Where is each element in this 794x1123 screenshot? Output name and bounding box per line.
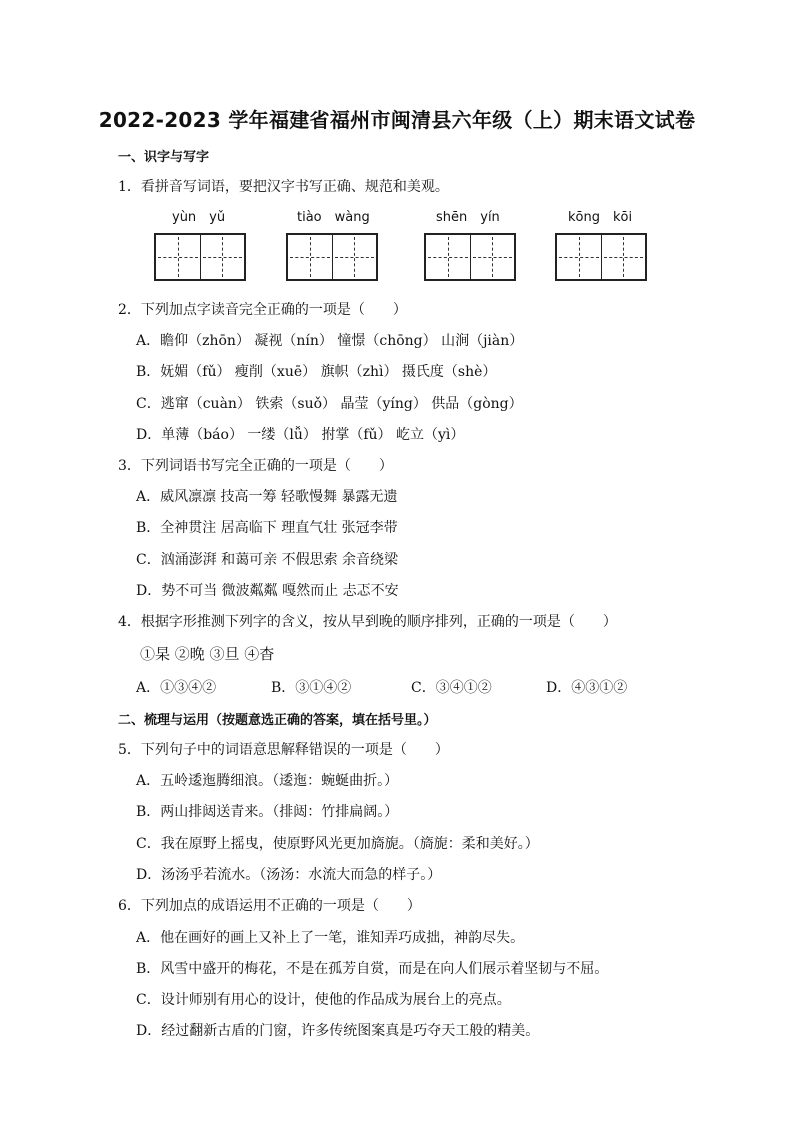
question-5-option-c: C．我在原野上摇曳，使原野风光更加旖旎。（旖旎：柔和美好。） xyxy=(136,836,539,852)
question-4-choice-b: B．③①④② xyxy=(271,680,352,696)
writing-grid-1[interactable] xyxy=(154,233,246,281)
question-6-option-b: B．风雪中盛开的梅花，不是在孤芳自赏，而是在向人们展示着坚韧与不屈。 xyxy=(136,961,609,977)
pinyin-label-3: shēn yín xyxy=(436,210,500,225)
question-3-stem: 3．下列词语书写完全正确的一项是（ ） xyxy=(118,458,393,474)
writing-grid-4[interactable] xyxy=(555,233,647,281)
writing-grid-2[interactable] xyxy=(286,233,378,281)
writing-grid-3[interactable] xyxy=(424,233,516,281)
question-6-option-c: C．设计师别有用心的设计，使他的作品成为展台上的亮点。 xyxy=(136,992,511,1008)
question-2-option-b: B．妩媚（fǔ） 瘦削（xuē） 旗帜（zhì） 摄氏度（shè） xyxy=(136,364,497,380)
question-6-option-d: D．经过翻新古盾的门窗，许多传统图案真是巧夺天工般的精美。 xyxy=(136,1023,540,1039)
question-3-option-a: A．威风凛凛 技高一筹 轻歌慢舞 暴露无遗 xyxy=(136,489,398,505)
question-2-option-d: D．单薄（báo） 一缕（lǚ） 拊掌（fǔ） 屹立（yì） xyxy=(136,427,465,443)
section-heading-1: 一、识字与写字 xyxy=(118,150,210,165)
question-5-option-a: A．五岭逶迤腾细浪。（逶迤：蜿蜒曲折。） xyxy=(136,773,399,789)
question-5-option-b: B．两山排闼送青来。（排闼：竹排扁阔。） xyxy=(136,804,399,820)
question-4-stem: 4．根据字形推测下列字的含义，按从早到晚的顺序排列，正确的一项是（ ） xyxy=(118,614,617,630)
question-4-choice-a: A．①③④② xyxy=(136,680,217,696)
question-4-characters: ①杲 ②晚 ③旦 ④杳 xyxy=(140,645,275,663)
question-4-choice-c: C．③④①② xyxy=(411,680,492,696)
question-4-choice-d: D．④③①② xyxy=(546,680,628,696)
question-1-stem: 1．看拼音写词语，要把汉字书写正确、规范和美观。 xyxy=(118,179,449,195)
question-5-option-d: D．汤汤乎若流水。（汤汤：水流大而急的样子。） xyxy=(136,867,442,883)
page-title: 2022-2023 学年福建省福州市闽清县六年级（上）期末语文试卷 xyxy=(98,108,696,132)
pinyin-label-2: tiào wàng xyxy=(297,210,370,225)
question-2-option-a: A．瞻仰（zhōn） 凝视（nín） 憧憬（chōng） 山涧（jiàn） xyxy=(136,333,524,349)
pinyin-label-1: yùn yǔ xyxy=(172,210,226,225)
question-3-option-d: D．势不可当 微波粼粼 嘎然而止 忐忑不安 xyxy=(136,583,399,599)
question-6-stem: 6．下列加点的成语运用不正确的一项是（ ） xyxy=(118,898,421,914)
question-3-option-c: C．汹涌澎湃 和蔼可亲 不假思索 余音绕梁 xyxy=(136,552,399,568)
pinyin-label-4: kōng kōi xyxy=(568,210,633,225)
question-3-option-b: B．全神贯注 居高临下 理直气壮 张冠李带 xyxy=(136,520,398,536)
question-2-stem: 2．下列加点字读音完全正确的一项是（ ） xyxy=(118,302,407,318)
question-2-option-c: C．逃窜（cuàn） 铁索（suǒ） 晶莹（yíng） 供品（gòng） xyxy=(136,396,523,412)
question-6-option-a: A．他在画好的画上又补上了一笔，谁知弄巧成拙，神韵尽失。 xyxy=(136,930,525,946)
question-5-stem: 5．下列句子中的词语意思解释错误的一项是（ ） xyxy=(118,742,449,758)
section-heading-2: 二、梳理与运用（按题意选正确的答案，填在括号里。） xyxy=(118,713,437,728)
